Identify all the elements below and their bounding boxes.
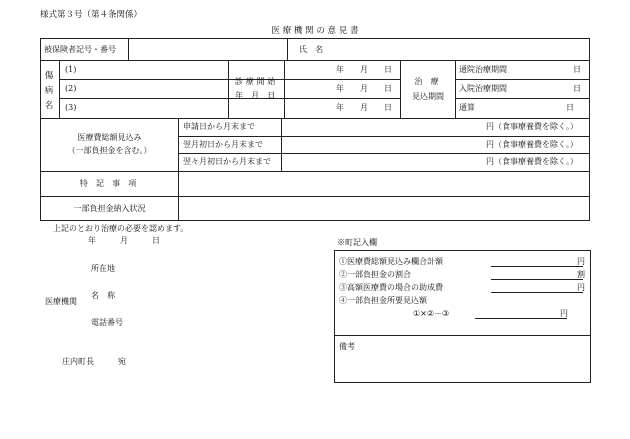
town-item-4-label: ④一部負担金所要見込額 (339, 296, 427, 305)
name-field[interactable] (340, 39, 588, 59)
town-item-1-unit[interactable]: 円 (577, 257, 585, 266)
certification-statement: 上記のとおり治療の必要を認めます。 (53, 224, 189, 233)
injury-label: 傷病名 (44, 71, 54, 111)
cost-estimate-label-2: （一部負担金を含む。） (67, 146, 152, 155)
start-date-label-2: 年 月 日 (234, 91, 279, 100)
insured-number-label: 被保険者記号・番号 (44, 45, 116, 54)
insured-number-field[interactable] (129, 39, 286, 59)
period-label-1: 治 療 (414, 77, 442, 86)
name-label: 氏 名 (299, 45, 326, 54)
facility-name-label: 名 称 (91, 291, 118, 300)
inpatient-period-unit[interactable]: 日 (573, 84, 581, 93)
facility-label: 医療機関 (45, 297, 77, 306)
town-formula-unit[interactable]: 円 (560, 309, 568, 318)
start-date-label-1: 診療開始 (234, 77, 279, 86)
outpatient-period-label: 通院治療期間 (459, 65, 507, 74)
town-item-3-unit[interactable]: 円 (577, 283, 585, 292)
total-period-unit[interactable]: 日 (566, 103, 574, 112)
addressee: 庄内町長 宛 (62, 357, 126, 366)
inpatient-period-label: 入院治療期間 (459, 84, 507, 93)
form-number: 様式第３号（第４条関係） (40, 10, 143, 20)
town-item-3-label: ③高額医療費の場合の助成費 (339, 283, 443, 292)
injury-row-2[interactable]: (2) (65, 84, 77, 93)
town-formula: ①×②－③ (413, 309, 450, 318)
payment-status-label: 一部負担金納入状況 (73, 204, 146, 213)
start-date-row-1[interactable]: 年 月 日 (336, 65, 392, 74)
payment-status-field[interactable] (179, 197, 589, 220)
outpatient-period-unit[interactable]: 日 (573, 65, 581, 74)
injury-row-1[interactable]: (1) (65, 65, 77, 74)
address-label: 所在地 (91, 264, 115, 273)
cost-row-3-value[interactable]: 円（食事療養費を除く。） (486, 157, 578, 166)
phone-label: 電話番号 (91, 318, 123, 327)
injury-row-3[interactable]: (3) (65, 103, 77, 112)
town-item-2-label: ②一部負担金の割合 (339, 270, 411, 279)
cost-row-3-label: 翌々月初日から月末まで (183, 157, 271, 166)
cost-row-2-value[interactable]: 円（食事療養費を除く。） (486, 140, 578, 149)
cost-row-2-label: 翌月初日から月末まで (183, 140, 263, 149)
town-box-title: ※町記入欄 (337, 238, 377, 247)
page-title: 医 療 機 関 の 意 見 書 (271, 26, 359, 36)
special-notes-label: 特 記 事 項 (79, 179, 140, 188)
period-label-2: 見込期間 (412, 92, 444, 101)
remarks-label: 備考 (339, 342, 355, 351)
cost-estimate-label-1: 医療費総額見込み (77, 133, 142, 142)
start-date-row-2[interactable]: 年 月 日 (336, 84, 392, 93)
start-date-row-3[interactable]: 年 月 日 (336, 103, 392, 112)
cost-row-1-label: 申請日から月末まで (183, 122, 255, 131)
special-notes-field[interactable] (179, 172, 589, 195)
total-period-label: 通算 (459, 103, 475, 112)
cost-row-1-value[interactable]: 円（食事療養費を除く。） (486, 122, 578, 131)
town-item-1-label: ①医療費総額見込み欄合計額 (339, 257, 443, 266)
remarks-field[interactable] (335, 354, 590, 382)
town-item-2-unit[interactable]: 割 (577, 270, 585, 279)
certification-date[interactable]: 年 月 日 (88, 236, 160, 245)
